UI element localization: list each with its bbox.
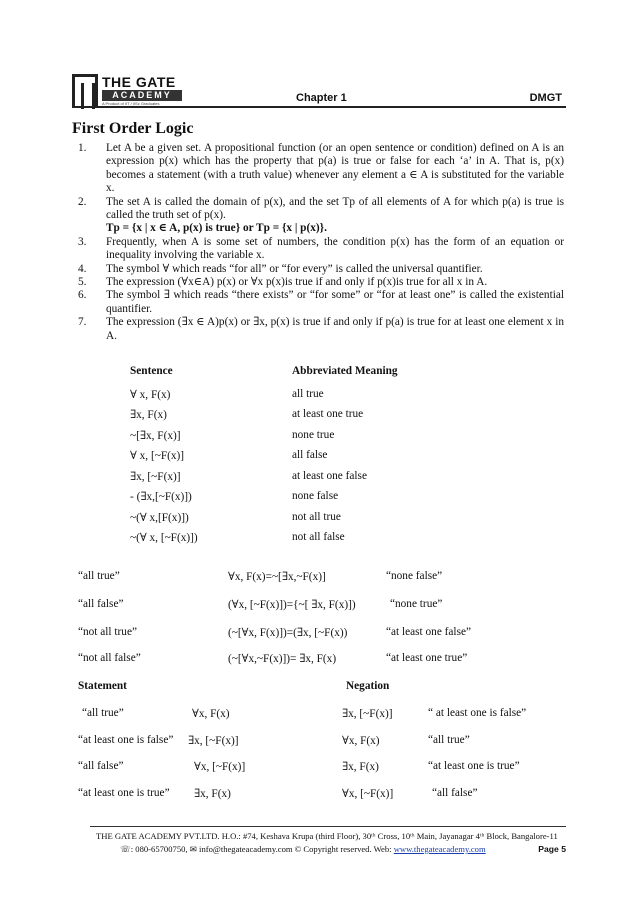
statement-formula: ∀x, [~F(x)] <box>194 761 246 773</box>
negation-formula: ∀x, [~F(x)] <box>342 788 394 800</box>
list-text: The expression (∀x∈A) p(x) or ∀x p(x)is true if and only if p(x)is true for all x in A. <box>106 276 488 289</box>
table-header-meaning: Abbreviated Meaning <box>292 365 398 377</box>
header-rule <box>72 106 566 108</box>
statement-row <box>78 760 564 774</box>
table-cell-meaning: all false <box>292 449 328 461</box>
logo-text: THE GATE <box>102 74 176 90</box>
equivalence-row <box>78 570 564 584</box>
list-item <box>78 289 564 316</box>
list-text: The symbol ∃ which reads “there exists” or “for some” or “for at least one” is called the existential quantifier. <box>106 289 564 315</box>
statement-row <box>78 734 564 748</box>
equivalence-formula: (~[∀x, F(x)])=(∃x, [~F(x)) <box>228 627 348 639</box>
equivalence-equivalent: “none true” <box>390 598 443 610</box>
page-number: Page 5 <box>538 844 566 854</box>
equivalence-formula: (∀x, [~F(x)])={~[ ∃x, F(x)]) <box>228 599 356 611</box>
table-cell-meaning: all true <box>292 388 324 400</box>
definition-list <box>78 142 564 343</box>
equivalence-equivalent: “none false” <box>386 570 443 582</box>
list-item <box>78 236 564 263</box>
list-number: 1. <box>78 142 87 154</box>
truth-set-formula: Tp = {x | x ∈ A, p(x) is true} or Tp = {x | p(x)}. <box>106 222 327 235</box>
list-number: 7. <box>78 316 87 329</box>
table-cell-meaning: at least one true <box>292 408 364 420</box>
list-number: 4. <box>78 262 87 275</box>
list-number: 5. <box>78 276 87 289</box>
table-cell-sentence: ∀ x, F(x) <box>130 389 171 401</box>
equivalence-row <box>78 652 564 666</box>
list-item <box>78 276 564 289</box>
negation-heading: Negation <box>346 680 390 692</box>
negation-phrase: “at least one is true” <box>428 760 520 772</box>
table-cell-sentence: - (∃x,[~F(x)]) <box>130 491 192 503</box>
list-number: 3. <box>78 235 87 248</box>
equivalence-phrase: “all false” <box>78 598 124 610</box>
equivalence-row <box>78 598 564 612</box>
footer-contact-text: ☏: 080-65700750, ✉ info@thegateacademy.com © Copyright reserved. Web: <box>120 844 394 854</box>
list-text-body: The set A is called the domain of p(x), and the set Tp of all elements of A for which p(a) is true is called the truth set of p(x). <box>106 195 564 222</box>
academy-logo <box>72 74 182 108</box>
section-title: First Order Logic <box>72 120 194 137</box>
statement-heading: Statement <box>78 680 127 692</box>
list-text: Let A be a given set. A propositional function (or an open sentence or condition) defined on A is an expression p(x) which has the property that p(a) is true or false for each ‘a’ in A. That is, p(x) becomes a statement (with a truth value) whenever any element a ∈ A is substituted for the variable x. <box>106 142 564 195</box>
list-text: Frequently, when A is some set of numbers, the condition p(x) has the form of an equation or inequality involving the variable x. <box>106 235 564 262</box>
equivalence-equivalent: “at least one false” <box>386 626 471 638</box>
subject-label: DMGT <box>529 92 562 104</box>
logo-mark-icon <box>72 74 98 106</box>
table-cell-sentence: ∃x, F(x) <box>130 409 167 421</box>
negation-phrase: “ at least one is false” <box>428 707 527 719</box>
table-cell-meaning: at least one false <box>292 470 367 482</box>
statement-phrase: “at least one is false” <box>78 734 174 746</box>
logo-band: ACADEMY <box>102 90 182 101</box>
list-number: 6. <box>78 289 87 302</box>
equivalence-phrase: “all true” <box>78 570 120 582</box>
equivalence-row <box>78 626 564 640</box>
list-item <box>78 142 564 196</box>
table-cell-sentence: ~[∃x, F(x)] <box>130 430 181 442</box>
footer-web-link[interactable]: www.thegateacademy.com <box>393 844 486 854</box>
chapter-label: Chapter 1 <box>296 92 347 104</box>
statement-formula: ∃x, F(x) <box>194 788 231 800</box>
negation-phrase: “all false” <box>432 787 478 799</box>
table-cell-sentence: ∃x, [~F(x)] <box>130 471 181 483</box>
equivalence-equivalent: “at least one true” <box>386 652 468 664</box>
table-cell-meaning: not all false <box>292 531 345 543</box>
negation-formula: ∀x, F(x) <box>342 735 380 747</box>
equivalence-formula: ∀x, F(x)=~[∃x,~F(x)] <box>228 571 326 583</box>
footer-address: THE GATE ACADEMY PVT.LTD. H.O.: #74, Keshava Krupa (third Floor), 30ᵗʰ Cross, 10ᵗʰ Main, Jayanagar 4ᵗʰ Block, Bangalore-11 <box>96 831 558 841</box>
table-cell-meaning: none true <box>292 429 335 441</box>
list-number: 2. <box>78 195 87 208</box>
footer-contact <box>120 844 486 855</box>
statement-row <box>78 707 564 721</box>
negation-formula: ∃x, [~F(x)] <box>342 708 393 720</box>
statement-phrase: “all true” <box>82 707 124 719</box>
logo-tagline: A Product of IIT / IISc Graduates <box>102 101 160 106</box>
table-cell-sentence: ∀ x, [~F(x)] <box>130 450 185 462</box>
equivalence-phrase: “not all false” <box>78 652 141 664</box>
statement-formula: ∃x, [~F(x)] <box>188 735 239 747</box>
table-cell-meaning: not all true <box>292 511 341 523</box>
table-cell-sentence: ~(∀ x, [~F(x)]) <box>130 532 198 544</box>
statement-row <box>78 787 564 801</box>
list-item <box>78 263 564 276</box>
negation-phrase: “all true” <box>428 734 470 746</box>
negation-formula: ∃x, F(x) <box>342 761 379 773</box>
list-text: The expression (∃x ∈ A)p(x) or ∃x, p(x) is true if and only if p(a) is true for at least one element x in A. <box>106 316 564 342</box>
list-item <box>78 196 564 236</box>
equivalence-phrase: “not all true” <box>78 626 137 638</box>
equivalence-formula: (~[∀x,~F(x)])= ∃x, F(x) <box>228 653 337 665</box>
table-cell-sentence: ~(∀ x,[F(x)]) <box>130 512 189 524</box>
statement-formula: ∀x, F(x) <box>192 708 230 720</box>
table-cell-meaning: none false <box>292 490 339 502</box>
list-text: The symbol ∀ which reads “for all” or “for every” is called the universal quantifier. <box>106 262 483 275</box>
footer-rule <box>90 826 566 827</box>
list-text <box>106 196 564 236</box>
list-item <box>78 316 564 343</box>
table-header-sentence: Sentence <box>130 365 173 377</box>
statement-phrase: “all false” <box>78 760 124 772</box>
statement-phrase: “at least one is true” <box>78 787 170 799</box>
